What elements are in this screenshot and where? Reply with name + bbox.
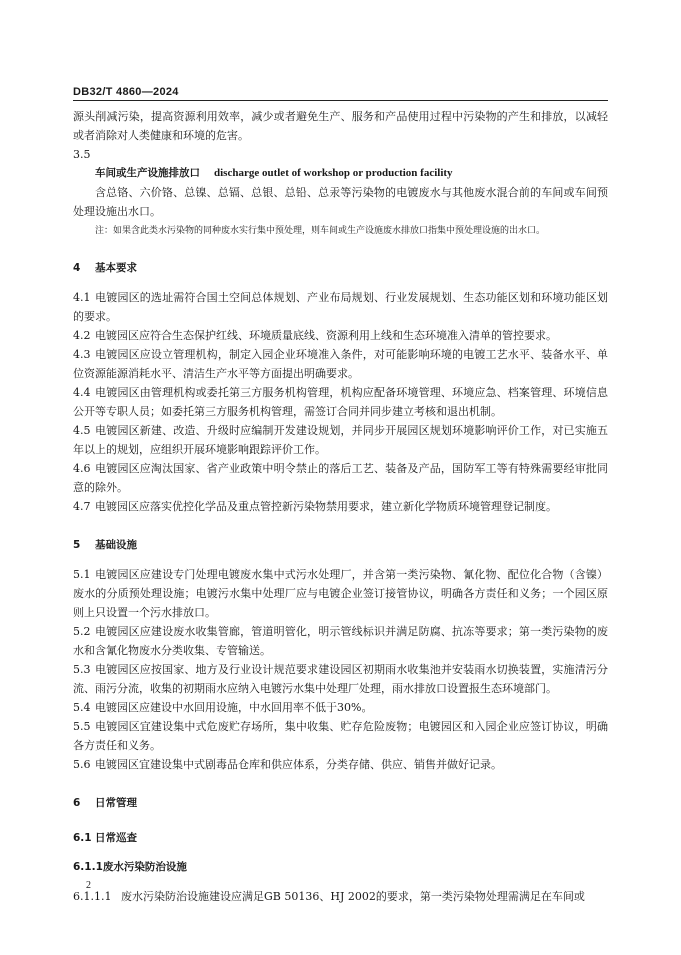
clause-5-3 (73, 660, 608, 698)
clause-4-5 (73, 421, 608, 459)
document-body (73, 107, 608, 906)
section-title: 废水污染防治设施 (102, 861, 187, 873)
clause-4-4 (73, 383, 608, 421)
clause-number: 6.1.1.1 (73, 890, 112, 903)
section-number: 6 (73, 797, 81, 809)
clause-number: 4.7 (73, 500, 91, 513)
section-5-heading (73, 536, 608, 555)
header-divider (73, 100, 608, 101)
clause-number: 4.4 (73, 386, 91, 399)
section-title: 日常巡查 (95, 832, 137, 844)
clause-text: 电镀园区应建设中水回用设施，中水回用率不低于30%。 (95, 701, 373, 714)
section-4-items (73, 288, 608, 516)
clause-number: 5.3 (73, 663, 91, 676)
clause-text: 电镀园区新建、改造、升级时应编制开发建设规划，并同步开展园区规划环境影响评价工作，对已实施五年以上的规划，应组织开展环境影响跟踪评价工作。 (73, 424, 608, 456)
clause-number: 5.2 (73, 625, 91, 638)
section-6-1-1-heading (73, 858, 608, 877)
section-6-heading (73, 794, 608, 813)
clause-5-1 (73, 565, 608, 622)
clause-number: 4.2 (73, 329, 91, 342)
clause-5-5 (73, 717, 608, 755)
section-number: 6.1.1 (73, 861, 103, 873)
section-title: 基础设施 (95, 539, 137, 551)
clause-text: 电镀园区的选址需符合国土空间总体规划、产业布局规划、行业发展规划、生态功能区划和环境功能区划的要求。 (73, 291, 608, 323)
clause-text: 电镀园区由管理机构或委托第三方服务机构管理，机构应配备环境管理、环境应急、档案管理、环境信息公开等专职人员；如委托第三方服务机构管理，需签订合同并同步建立考核和退出机制。 (73, 386, 608, 418)
clause-text: 电镀园区宜建设集中式剧毒品仓库和供应体系，分类存储、供应、销售并做好记录。 (95, 758, 502, 771)
section-6-1-heading (73, 829, 608, 848)
clause-text: 电镀园区应设立管理机构，制定入园企业环境准入条件，对可能影响环境的电镀工艺水平、装备水平、单位资源能源消耗水平、清洁生产水平等方面提出明确要求。 (73, 348, 608, 380)
term-english: discharge outlet of workshop or production facility (214, 167, 453, 179)
clause-5-2 (73, 622, 608, 660)
clause-number: 5.6 (73, 758, 91, 771)
clause-text: 电镀园区应符合生态保护红线、环境质量底线、资源利用上线和生态环境准入清单的管控要求。 (95, 329, 557, 342)
clause-number: 5.5 (73, 720, 91, 733)
section-3-5-term (95, 164, 608, 183)
page-number: 2 (86, 880, 91, 891)
clause-4-1 (73, 288, 608, 326)
clause-number: 4.1 (73, 291, 91, 304)
standard-code-header: DB32/T 4860—2024 (73, 86, 179, 98)
clause-6-1-1-1 (73, 887, 608, 906)
clause-text: 电镀园区应按国家、地方及行业设计规范要求建设园区初期雨水收集池并安装雨水切换装置，实施清污分流、雨污分流，收集的初期雨水应纳入电镀污水集中处理厂处理，雨水排放口设置报生态环境部门。 (73, 663, 608, 695)
clause-4-6 (73, 459, 608, 497)
section-number: 5 (73, 539, 81, 551)
section-5-items (73, 565, 608, 774)
clause-text: 电镀园区应落实优控化学品及重点管控新污染物禁用要求，建立新化学物质环境管理登记制度。 (95, 500, 557, 513)
section-4-heading (73, 259, 608, 278)
section-title: 日常管理 (95, 797, 137, 809)
clause-4-7 (73, 497, 608, 516)
clause-4-3 (73, 345, 608, 383)
term-chinese: 车间或生产设施排放口 (95, 167, 200, 179)
section-number: 4 (73, 262, 81, 274)
clause-number: 4.6 (73, 462, 91, 475)
section-3-5-note: 注：如果含此类水污染物的同种废水实行集中预处理，则车间或生产设施废水排放口指集中预处理设施的出水口。 (95, 226, 546, 236)
clause-number: 5.4 (73, 701, 91, 714)
clause-5-6 (73, 755, 608, 774)
section-number: 6.1 (73, 832, 92, 844)
clause-5-4 (73, 698, 608, 717)
clause-text: 电镀园区应建设专门处理电镀废水集中式污水处理厂，并含第一类污染物、氰化物、配位化合物（含镍）废水的分质预处理设施；电镀污水集中处理厂应与电镀企业签订接管协议，明确各方责任和义务；一个园区原则上只设置一个污水排放口。 (73, 568, 608, 619)
clause-text: 电镀园区应建设废水收集管廊，管道明管化，明示管线标识并满足防腐、抗冻等要求；第一类污染物的废水和含氰化物废水分类收集、专管输送。 (73, 625, 608, 657)
clause-4-2 (73, 326, 608, 345)
clause-number: 5.1 (73, 568, 91, 581)
section-3-5-definition: 含总铬、六价铬、总镍、总镉、总银、总铅、总汞等污染物的电镀废水与其他废水混合前的车间或车间预处理设施出水口。 (73, 186, 608, 218)
clause-text: 电镀园区宜建设集中式危废贮存场所，集中收集、贮存危险废物；电镀园区和入园企业应签订协议，明确各方责任和义务。 (73, 720, 608, 752)
clause-number: 4.3 (73, 348, 91, 361)
clause-text: 废水污染防治设施建设应满足GB 50136、HJ 2002的要求，第一类污染物处理需满足在车间或 (121, 890, 585, 903)
intro-paragraph: 源头削减污染，提高资源利用效率，减少或者避免生产、服务和产品使用过程中污染物的产生和排放，以减轻或者消除对人类健康和环境的危害。 (73, 110, 608, 142)
clause-text: 电镀园区应淘汰国家、省产业政策中明令禁止的落后工艺、装备及产品，国防军工等有特殊需要经审批同意的除外。 (73, 462, 608, 494)
section-title: 基本要求 (95, 262, 137, 274)
section-3-5-number: 3.5 (73, 148, 91, 161)
clause-number: 4.5 (73, 424, 91, 437)
